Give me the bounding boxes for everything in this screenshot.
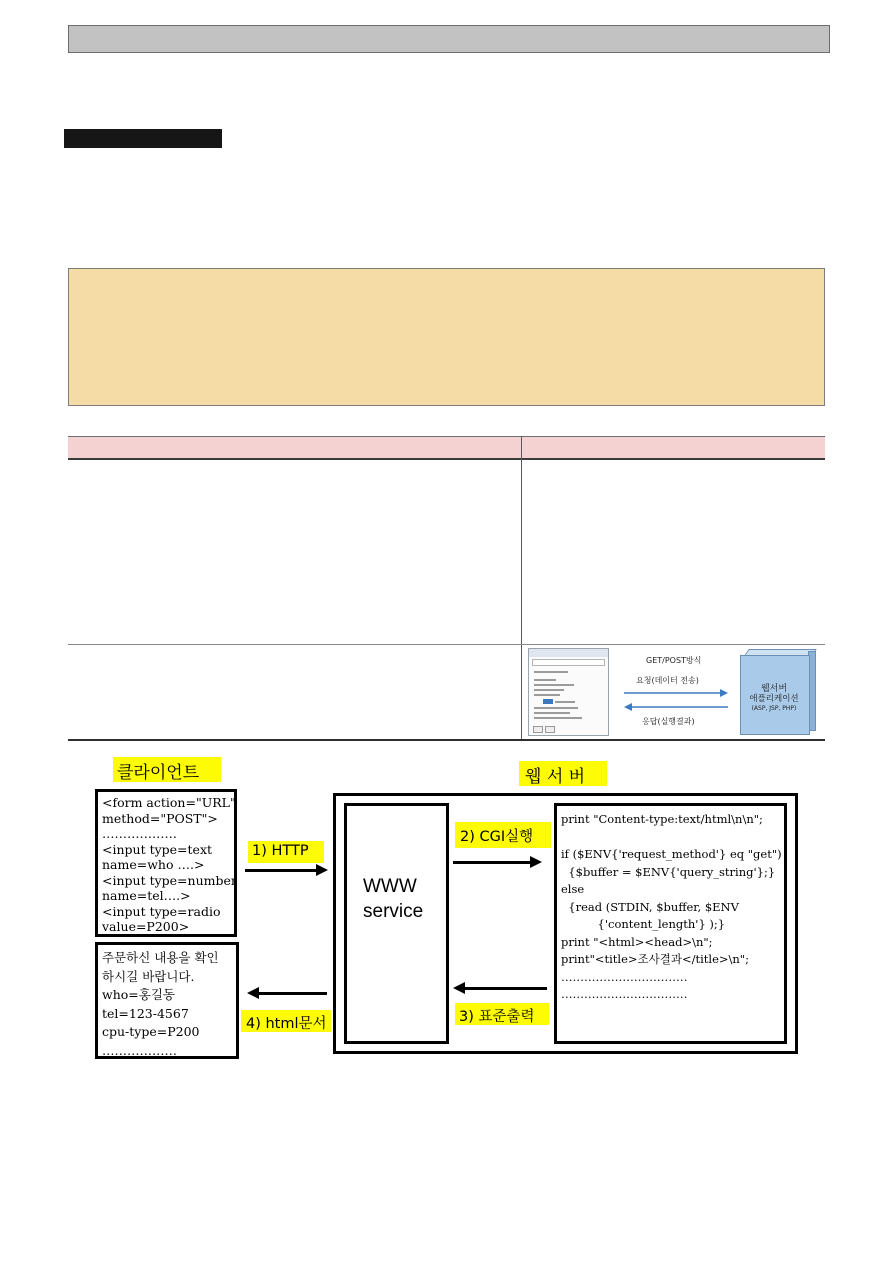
step-html-arrow: [259, 992, 327, 995]
arrow-right-icon: [316, 864, 328, 876]
request-label: 요청(데이터 전송): [636, 676, 699, 685]
service-label: service: [363, 901, 424, 922]
arrow-left-icon: [247, 987, 259, 999]
script-line: {$buffer = $ENV{'query_string'};}: [561, 864, 776, 879]
response-arrow-icon: [622, 700, 730, 714]
script-line: if ($ENV{'request_method'} eq "get"): [561, 847, 782, 861]
result-line: tel=123-4567: [102, 1005, 189, 1021]
section-header-bar: [68, 25, 830, 53]
code-line: ………………: [102, 826, 177, 841]
response-label: 응답(실행결과): [642, 717, 695, 726]
step-html-label: 4) html문서: [241, 1010, 331, 1032]
www-service-box: [344, 803, 449, 1044]
code-line: value=P200>: [102, 919, 190, 934]
script-line: else: [561, 882, 585, 896]
server-label-3: (ASP, JSP, PHP): [751, 705, 797, 712]
arrow-left-icon: [453, 982, 465, 994]
server-label: 웹 서 버: [519, 761, 607, 786]
client-result-box: [95, 942, 239, 1059]
table-header-right: [521, 436, 825, 460]
result-line: who=홍길동: [102, 987, 175, 1002]
result-line: ………………: [102, 1042, 177, 1058]
script-line: [561, 829, 784, 847]
script-line: print"<title>조사결과</title>\n";: [561, 952, 749, 966]
cgi-script-box: [554, 803, 787, 1044]
script-line: {'content_length'} );}: [561, 917, 726, 931]
method-label: GET/POST방식: [646, 656, 702, 665]
browser-window-thumbnail: [528, 648, 609, 736]
code-line: method="POST">: [102, 810, 218, 826]
step-http-arrow: [245, 869, 317, 872]
step-http-label: 1) HTTP: [248, 841, 324, 863]
table-header-left: [68, 436, 521, 460]
code-line: <input type=text: [102, 841, 213, 857]
code-line: <input type=radio: [102, 903, 221, 919]
step-stdout-label: 3) 표준출력: [455, 1003, 549, 1025]
code-line: <form action="URL": [102, 795, 236, 810]
script-line: {read (STDIN, $buffer, $ENV: [561, 899, 739, 914]
step-cgi-arrow: [453, 861, 531, 864]
code-line: name=who ….>: [102, 857, 205, 872]
request-response-illustration: [528, 648, 820, 736]
client-form-code-box: [95, 789, 237, 937]
arrow-right-icon: [530, 856, 542, 868]
script-line: ……………………………: [561, 987, 688, 1001]
code-line: <input type=number: [102, 872, 237, 888]
table-row-divider: [68, 644, 825, 645]
www-label: WWW: [363, 876, 417, 897]
result-line: 주문하신 내용을 확인: [102, 950, 219, 965]
section-tag: [64, 129, 222, 148]
table-bottom-border: [68, 739, 825, 741]
step-stdout-arrow: [465, 987, 547, 990]
request-arrow-icon: [622, 686, 730, 700]
result-line: 하시길 바랍니다.: [102, 968, 195, 984]
result-line: cpu-type=P200: [102, 1024, 200, 1039]
server-label-1: 웹서버: [760, 684, 788, 694]
script-line: print "<html><head>\n";: [561, 934, 713, 949]
note-box: [68, 268, 825, 406]
client-label: 클라이언트: [113, 757, 221, 782]
step-cgi-label: 2) CGI실행: [455, 822, 551, 848]
script-line: ……………………………: [561, 969, 688, 984]
script-line: print "Content-type:text/html\n\n";: [561, 812, 763, 826]
table-column-divider: [521, 436, 522, 741]
server-label-2: 애플리케이션: [749, 694, 799, 704]
code-line: name=tel….>: [102, 888, 191, 903]
